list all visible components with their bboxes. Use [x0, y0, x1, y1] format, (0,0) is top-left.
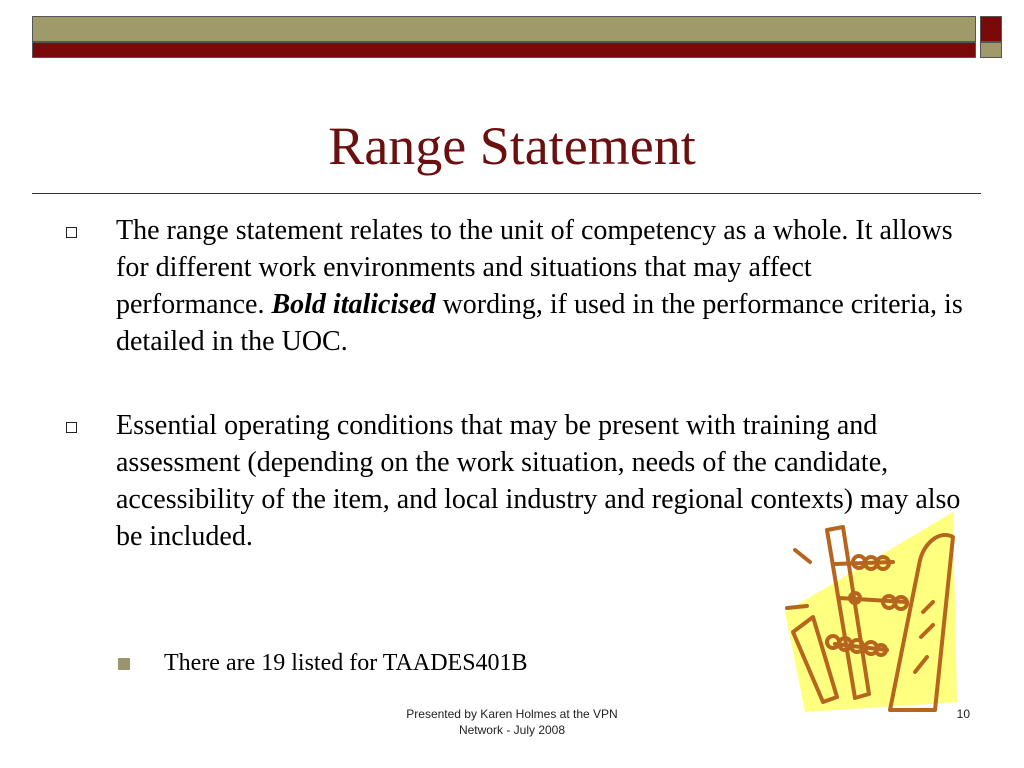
slide-footer: Presented by Karen Holmes at the VPN Network - July 2008 [406, 707, 618, 737]
bullet-1-text-before: The range statement relates to the unit of competency as a whole. It allows for different work environments and situations that may affect performance. [116, 215, 953, 320]
filled-square-icon [118, 658, 130, 670]
page-number: 10 [956, 707, 970, 721]
sub-bullet-item [164, 648, 528, 678]
abacus-clipart [775, 512, 960, 722]
clipart-dash-2 [795, 550, 810, 562]
bullet-item-1 [116, 212, 966, 360]
bullet-2-text: Essential operating conditions that may be present with training and assessment (depending on the work situation, needs of the candidate, accessibility of the item, and local industry and regional contexts) may also be included. [116, 410, 961, 552]
hollow-square-icon [66, 227, 77, 238]
header-band-maroon [32, 42, 976, 58]
bullet-list [116, 212, 966, 555]
header-corner-square-maroon [980, 16, 1002, 42]
bullet-1-emphasis: Bold italicised [271, 289, 436, 320]
header-corner-square-olive [980, 42, 1002, 58]
hollow-square-icon [66, 422, 77, 433]
title-divider [32, 193, 981, 194]
clipart-dash-1 [787, 606, 807, 608]
header-band-olive [32, 16, 976, 42]
bullet-1-text-after: wording, if used in the performance criteria, is detailed in the UOC. [116, 289, 963, 357]
slide-title: Range Statement [328, 116, 696, 176]
sub-bullet-text: There are 19 listed for TAADES401B [164, 650, 528, 676]
